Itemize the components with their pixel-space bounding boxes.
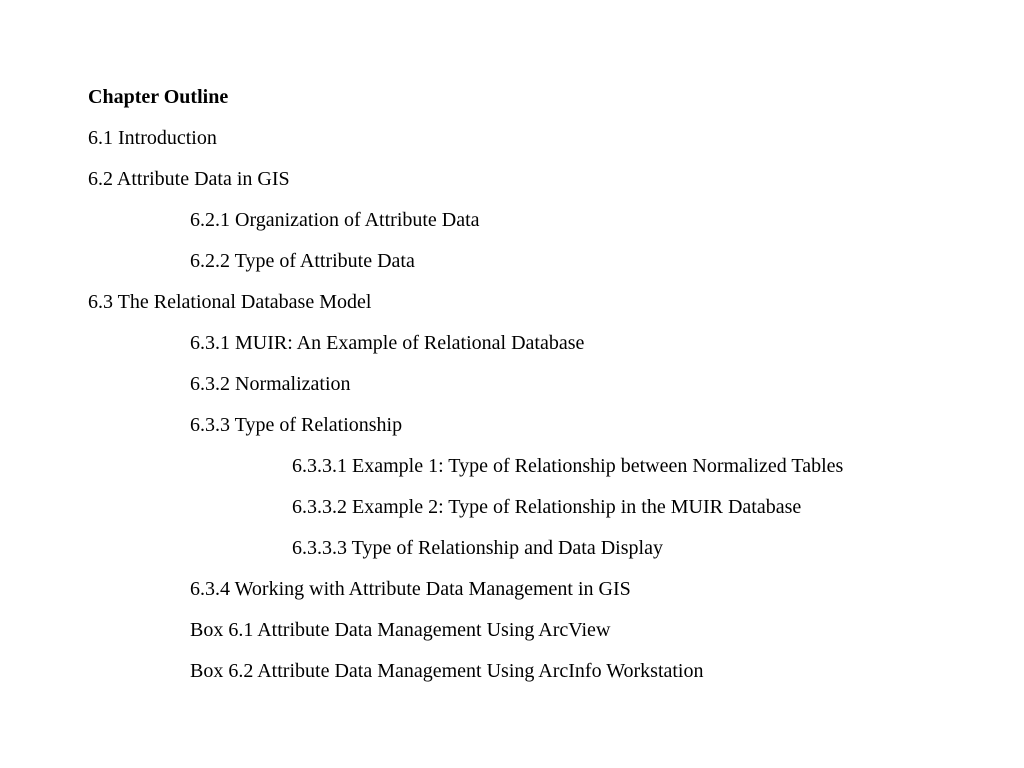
outline-title: Chapter Outline: [88, 86, 229, 108]
outline-item-box-6-2: Box 6.2 Attribute Data Management Using ArcInfo Workstation: [190, 660, 704, 682]
outline-item-6-3-4: 6.3.4 Working with Attribute Data Management in GIS: [190, 578, 631, 600]
outline-item-6-3-1: 6.3.1 MUIR: An Example of Relational Database: [190, 332, 585, 354]
outline-item-6-3-3-2: 6.3.3.2 Example 2: Type of Relationship in the MUIR Database: [292, 496, 802, 518]
outline-item-6-3-3-1: 6.3.3.1 Example 1: Type of Relationship between Normalized Tables: [292, 455, 844, 477]
outline-item-6-3-3-3: 6.3.3.3 Type of Relationship and Data Display: [292, 537, 663, 559]
outline-item-6-3-2: 6.3.2 Normalization: [190, 373, 351, 395]
outline-item-box-6-1: Box 6.1 Attribute Data Management Using ArcView: [190, 619, 611, 641]
outline-item-6-2: 6.2 Attribute Data in GIS: [88, 168, 290, 190]
outline-item-6-3: 6.3 The Relational Database Model: [88, 291, 372, 313]
outline-item-6-1: 6.1 Introduction: [88, 127, 217, 149]
chapter-outline: [88, 84, 843, 699]
outline-item-6-2-1: 6.2.1 Organization of Attribute Data: [190, 209, 480, 231]
outline-item-6-3-3: 6.3.3 Type of Relationship: [190, 414, 403, 436]
outline-item-6-2-2: 6.2.2 Type of Attribute Data: [190, 250, 415, 272]
